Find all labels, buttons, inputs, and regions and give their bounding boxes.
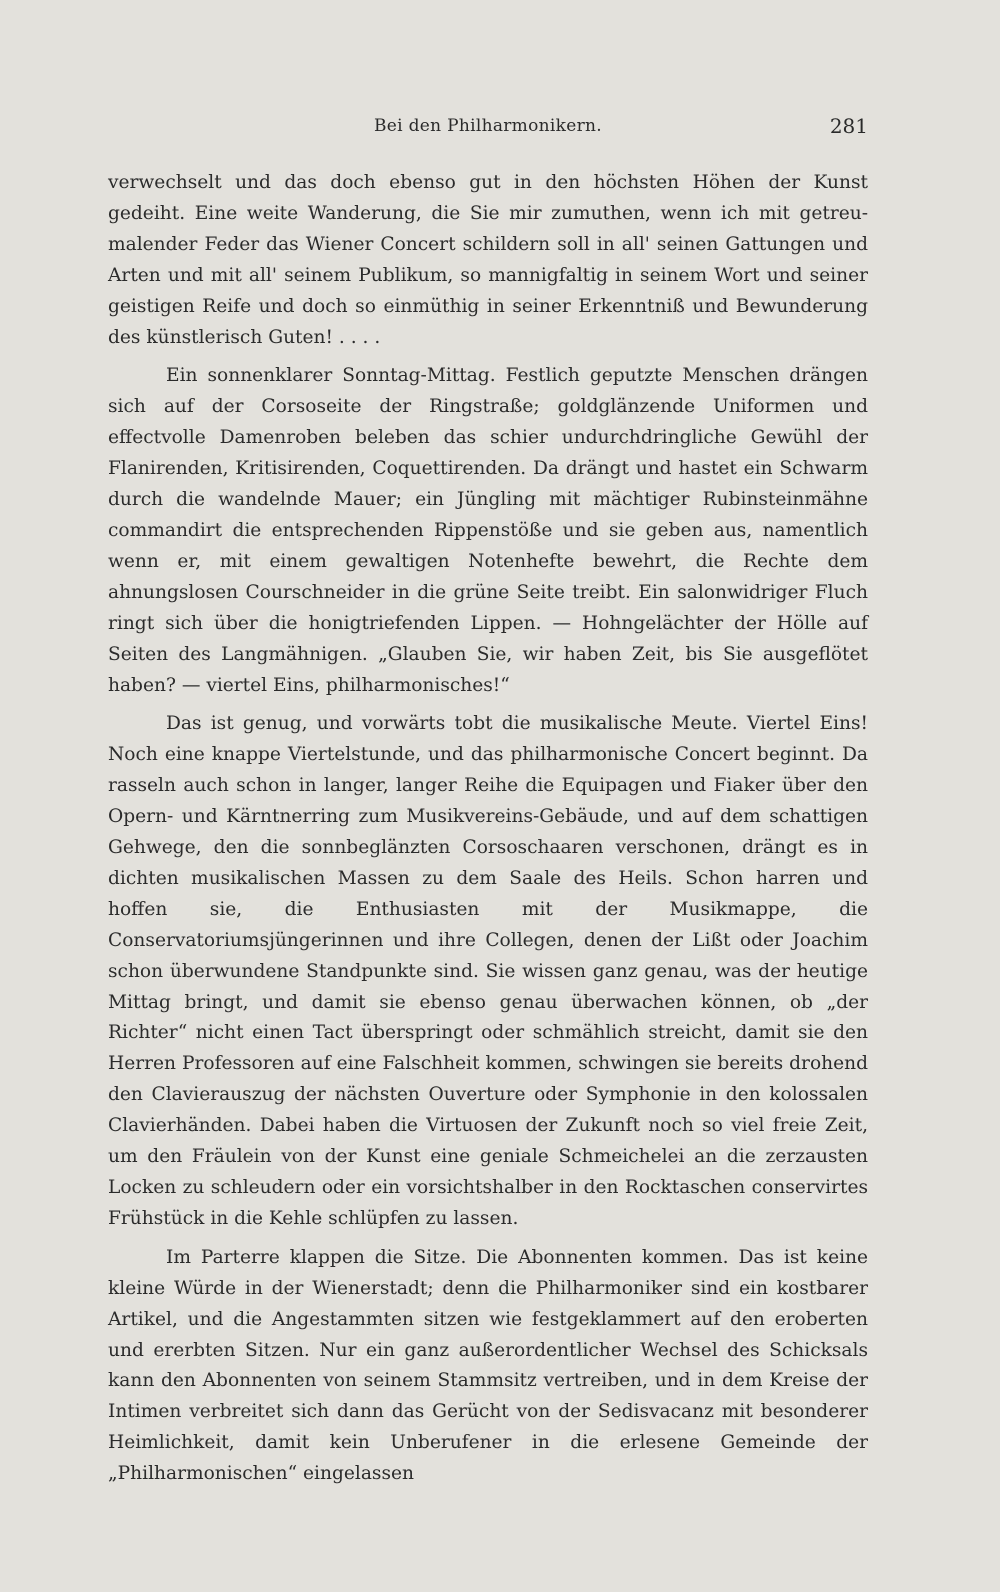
paragraph: Ein sonnenklarer Sonntag-Mittag. Festlich geputzte Menschen drängen sich auf der Corsoseite der Ringstraße; goldglänzende Uniformen und effectvolle Damenroben beleben das schier undurchdringliche Gewühl der Flanirenden, Kritisirenden, Coquettirenden. Da drängt und hastet ein Schwarm durch die wandelnde Mauer; ein Jüngling mit mächtiger Rubinsteinmähne commandirt die entsprechenden Rippenstöße und sie geben aus, namentlich wenn er, mit einem gewaltigen Notenhefte bewehrt, die Rechte dem ahnungslosen Courschneider in die grüne Seite treibt. Ein salonwidriger Fluch ringt sich über die honigtriefenden Lippen. — Hohngelächter der Hölle auf Seiten des Langmähnigen. „Glauben Sie, wir haben Zeit, bis Sie ausgeflötet haben? — viertel Eins, philharmonisches!“ (108, 365, 868, 696)
paragraph: Im Parterre klappen die Sitze. Die Abonnenten kommen. Das ist keine kleine Würde in der Wienerstadt; denn die Philharmoniker sind ein kostbarer Artikel, und die Angestammten sitzen wie festgeklammert auf den eroberten und ererbten Sitzen. Nur ein ganz außerordentlicher Wechsel des Schicksals kann den Abonnenten von seinem Stammsitz vertreiben, und in dem Kreise der Intimen verbreitet sich dann das Gerücht von der Sedisvacanz mit besonderer Heimlichkeit, damit kein Unberufener in die erlesene Gemeinde der „Philharmonischen“ eingelassen (108, 1246, 868, 1485)
page-number: 281 (829, 114, 868, 138)
running-title: Bei den Philharmonikern. (374, 116, 602, 136)
body-text (108, 168, 868, 1490)
paragraph: Das ist genug, und vorwärts tobt die musikalische Meute. Viertel Eins! Noch eine knappe Viertelstunde, und das philharmonische Concert beginnt. Da rasseln auch schon in langer, langer Reihe die Equipagen und Fiaker über den Opern- und Kärntnerring zum Musikvereins-Gebäude, und auf dem schattigen Gehwege, den die sonnbeglänzten Corsoschaaren verschonen, drängt es in dichten musikalischen Massen zu dem Saale des Heils. Schon harren und hoffen sie, die Enthusiasten mit der Musikmappe, die Conservatoriumsjüngerinnen und ihre Collegen, denen der Lißt oder Joachim schon überwundene Standpunkte sind. Sie wissen ganz genau, was der heutige Mittag bringt, und damit sie ebenso genau überwachen können, ob „der Richter“ nicht einen Tact überspringt oder schmählich streicht, damit sie den Herren Professoren auf eine Falschheit kommen, schwingen sie bereits drohend den Clavierauszug der nächsten Ouverture oder Symphonie in den kolossalen Clavierhänden. Dabei haben die Virtuosen der Zukunft noch so viel freie Zeit, um den Fräulein von der Kunst eine geniale Schmeichelei an die zerzausten Locken zu schleudern oder ein vorsichtshalber in den Rocktaschen conservirtes Frühstück in die Kehle schlüpfen zu lassen. (108, 713, 868, 1229)
paragraph: verwechselt und das doch ebenso gut in den höchsten Höhen der Kunst gedeiht. Eine weite Wanderung, die Sie mir zumuthen, wenn ich mit getreu-malender Feder das Wiener Concert schildern soll in all' seinen Gattungen und Arten und mit all' seinem Publikum, so mannigfaltig in seinem Wort und seiner geistigen Reife und doch so einmüthig in seiner Erkenntniß und Bewunderung des künstlerisch Guten! . . . . (108, 172, 868, 348)
page-header (108, 116, 868, 150)
